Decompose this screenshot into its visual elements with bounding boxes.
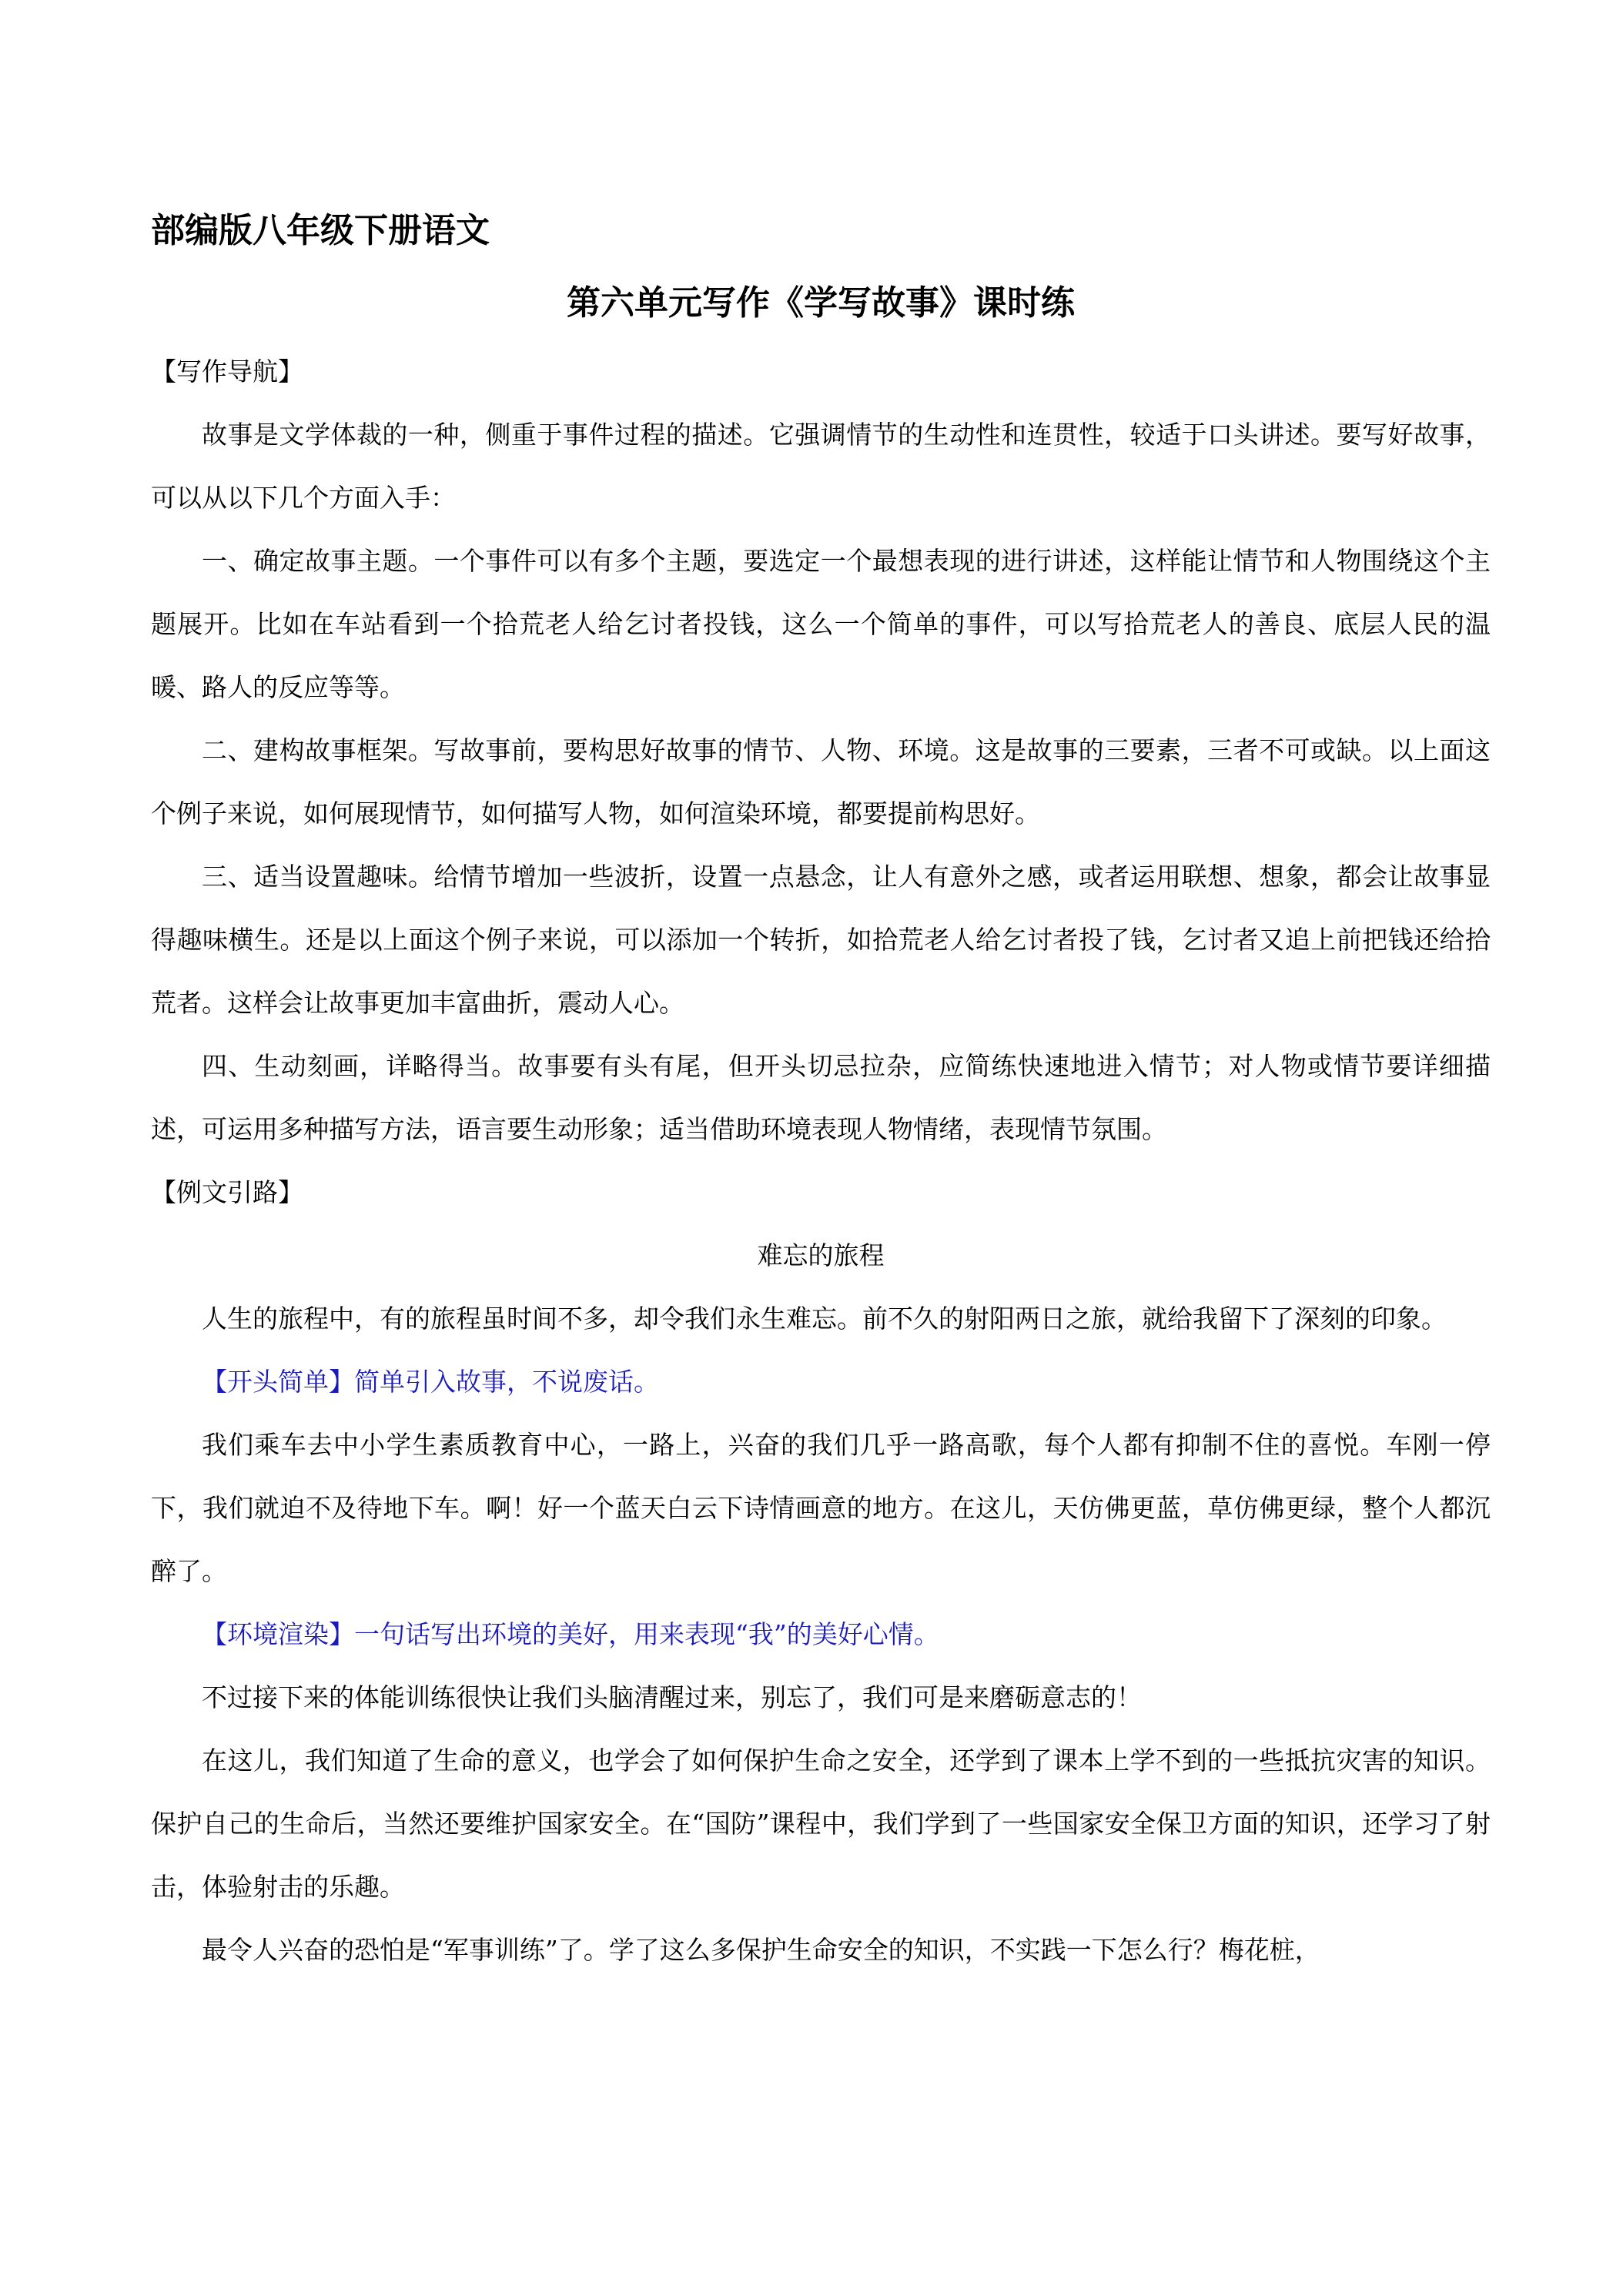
document-title: 部编版八年级下册语文: [151, 211, 490, 250]
guide-paragraph-portrayal: 四、生动刻画，详略得当。故事要有头有尾，但开头切忌拉杂，应简练快速地进入情节；对人物或情节要详细描述，可运用多种描写方法，语言要生动形象；适当借助环境表现人物情绪，表现情节氛围。: [151, 1051, 1491, 1144]
document-subtitle: 第六单元写作《学写故事》课时练: [567, 283, 1075, 323]
essay-paragraph: 在这儿，我们知道了生命的意义，也学会了如何保护生命之安全，还学到了课本上学不到的一些抵抗灾害的知识。保护自己的生命后，当然还要维护国家安全。在“国防”课程中，我们学到了一些国家安全保卫方面的知识，还学习了射击，体验射击的乐趣。: [151, 1745, 1491, 1902]
essay-annotation: 【开头简单】简单引入故事，不说废话。: [202, 1367, 659, 1397]
essay-title: 难忘的旅程: [757, 1240, 885, 1270]
guide-paragraph-intro: 故事是文学体裁的一种，侧重于事件过程的描述。它强调情节的生动性和连贯性，较适于口头讲述。要写好故事，可以从以下几个方面入手：: [151, 420, 1491, 513]
essay-paragraph: 我们乘车去中小学生素质教育中心，一路上，兴奋的我们几乎一路高歌，每个人都有抑制不住的喜悦。车刚一停下，我们就迫不及待地下车。啊！好一个蓝天白云下诗情画意的地方。在这儿，天仿佛更蓝，草仿佛更绿，整个人都沉醉了。: [151, 1430, 1491, 1586]
guide-paragraph-framework: 二、建构故事框架。写故事前，要构思好故事的情节、人物、环境。这是故事的三要素，三者不可或缺。以上面这个例子来说，如何展现情节，如何描写人物，如何渲染环境，都要提前构思好。: [151, 735, 1491, 828]
essay-paragraph: 最令人兴奋的恐怕是“军事训练”了。学了这么多保护生命安全的知识，不实践一下怎么行？梅花桩，: [202, 1935, 1320, 1965]
essay-annotation: 【环境渲染】一句话写出环境的美好，用来表现“我”的美好心情。: [202, 1619, 939, 1649]
essay-paragraph: 人生的旅程中，有的旅程虽时间不多，却令我们永生难忘。前不久的射阳两日之旅，就给我留下了深刻的印象。: [202, 1304, 1447, 1334]
document-page: [151, 208, 1491, 1982]
section-heading-example: 【例文引路】: [151, 1177, 303, 1207]
section-heading-writing-guide: 【写作导航】: [151, 356, 303, 387]
guide-paragraph-interest: 三、适当设置趣味。给情节增加一些波折，设置一点悬念，让人有意外之感，或者运用联想、想象，都会让故事显得趣味横生。还是以上面这个例子来说，可以添加一个转折，如拾荒老人给乞讨者投了钱，乞讨者又追上前把钱还给拾荒者。这样会让故事更加丰富曲折，震动人心。: [151, 862, 1491, 1018]
guide-paragraph-theme: 一、确定故事主题。一个事件可以有多个主题，要选定一个最想表现的进行讲述，这样能让情节和人物围绕这个主题展开。比如在车站看到一个拾荒老人给乞讨者投钱，这么一个简单的事件，可以写拾荒老人的善良、底层人民的温暖、路人的反应等等。: [151, 546, 1491, 702]
essay-paragraph: 不过接下来的体能训练很快让我们头脑清醒过来，别忘了，我们可是来磨砺意志的！: [202, 1682, 1142, 1712]
